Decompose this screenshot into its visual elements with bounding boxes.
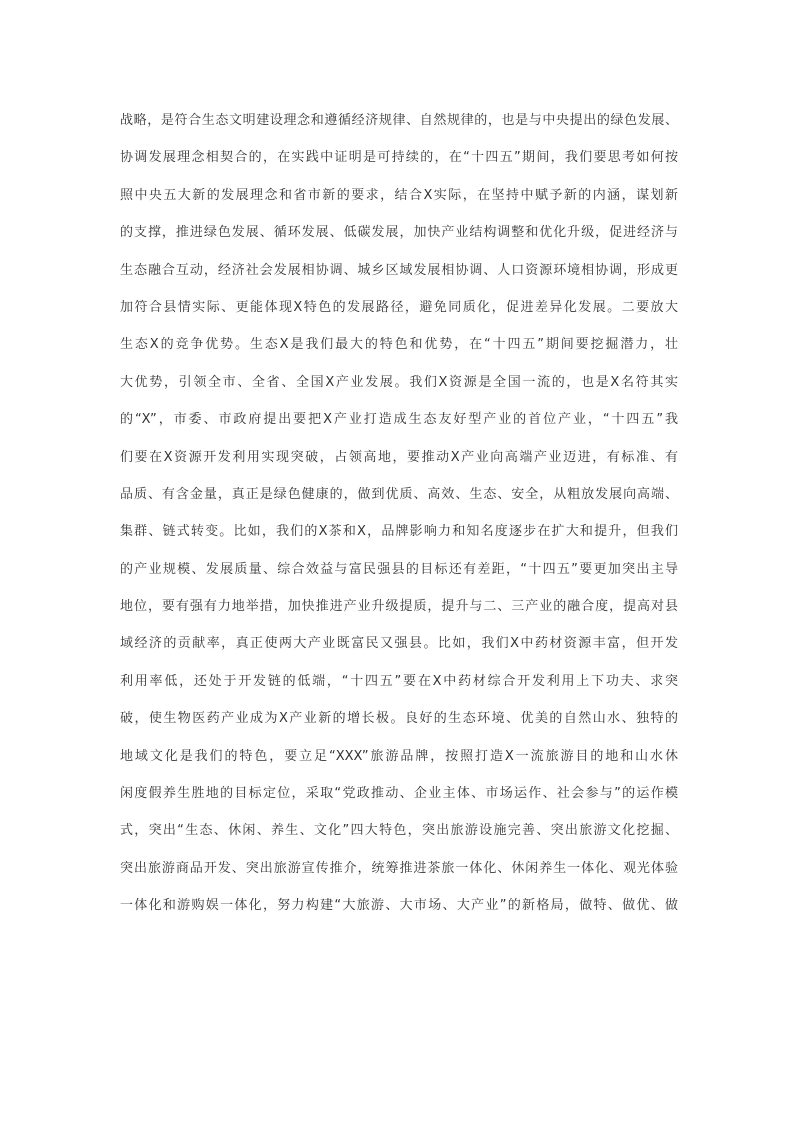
text-line: 集群、链式转变。比如，我们的X茶和X，品牌影响力和知名度逐步在扩大和提升，但我们 <box>120 524 678 540</box>
text-line: 的支撑，推进绿色发展、循环发展、低碳发展，加快产业结构调整和优化升级，促进经济与 <box>120 225 678 241</box>
text-line: 利用率低，还处于开发链的低端，“十四五”要在X中药材综合开发利用上下功夫、求突 <box>120 673 678 689</box>
text-line: 生态X的竞争优势。生态X是我们最大的特色和优势，在“十四五”期间要挖掘潜力，壮 <box>120 337 678 353</box>
text-line: 加符合县情实际、更能体现X特色的发展路径，避免同质化，促进差异化发展。二要放大 <box>120 299 678 315</box>
text-line: 地位，要有强有力地举措，加快推进产业升级提质，提升与二、三产业的融合度，提高对县 <box>120 599 678 615</box>
text-line: 域经济的贡献率，真正使两大产业既富民又强县。比如，我们X中药材资源丰富，但开发 <box>120 636 678 652</box>
text-line: 大优势，引领全市、全省、全国X产业发展。我们X资源是全国一流的，也是X名符其实 <box>120 374 678 390</box>
text-line: 一体化和游购娱一体化，努力构建“大旅游、大市场、大产业”的新格局，做特、做优、做 <box>120 898 678 914</box>
text-line: 式，突出“生态、休闲、养生、文化”四大特色，突出旅游设施完善、突出旅游文化挖掘、 <box>120 823 678 839</box>
text-line: 的产业规模、发展质量、综合效益与富民强县的目标还有差距，“十四五”要更加突出主导 <box>120 561 678 577</box>
text-line: 突出旅游商品开发、突出旅游宣传推介，统筹推进茶旅一体化、休闲养生一体化、观光体验 <box>120 860 678 876</box>
text-line: 破，使生物医药产业成为X产业新的增长极。良好的生态环境、优美的自然山水、独特的 <box>120 711 678 727</box>
text-line: 战略，是符合生态文明建设理念和遵循经济规律、自然规律的，也是与中央提出的绿色发展、 <box>120 113 678 128</box>
text-line: 们要在X资源开发利用实现突破，占领高地，要推动X产业向高端产业迈进，有标准、有 <box>120 449 678 465</box>
text-line: 照中央五大新的发展理念和省市新的要求，结合X实际，在坚持中赋予新的内涵，谋划新 <box>120 187 678 203</box>
text-line: 品质、有含金量，真正是绿色健康的，做到优质、高效、生态、安全，从粗放发展向高端、 <box>120 486 678 502</box>
body-paragraph <box>120 102 690 925</box>
text-line: 闲度假养生胜地的目标定位，采取“党政推动、企业主体、市场运作、社会参与”的运作模 <box>120 786 678 802</box>
text-line: 的“X”，市委、市政府提出要把X产业打造成生态友好型产业的首位产业，“十四五”我 <box>120 412 678 428</box>
text-line: 生态融合互动，经济社会发展相协调、城乡区域发展相协调、人口资源环境相协调，形成更 <box>120 262 678 278</box>
text-line: 地域文化是我们的特色，要立足“XXX”旅游品牌，按照打造X一流旅游目的地和山水休 <box>120 748 678 764</box>
text-line: 协调发展理念相契合的，在实践中证明是可持续的，在“十四五”期间，我们要思考如何按 <box>120 150 678 166</box>
